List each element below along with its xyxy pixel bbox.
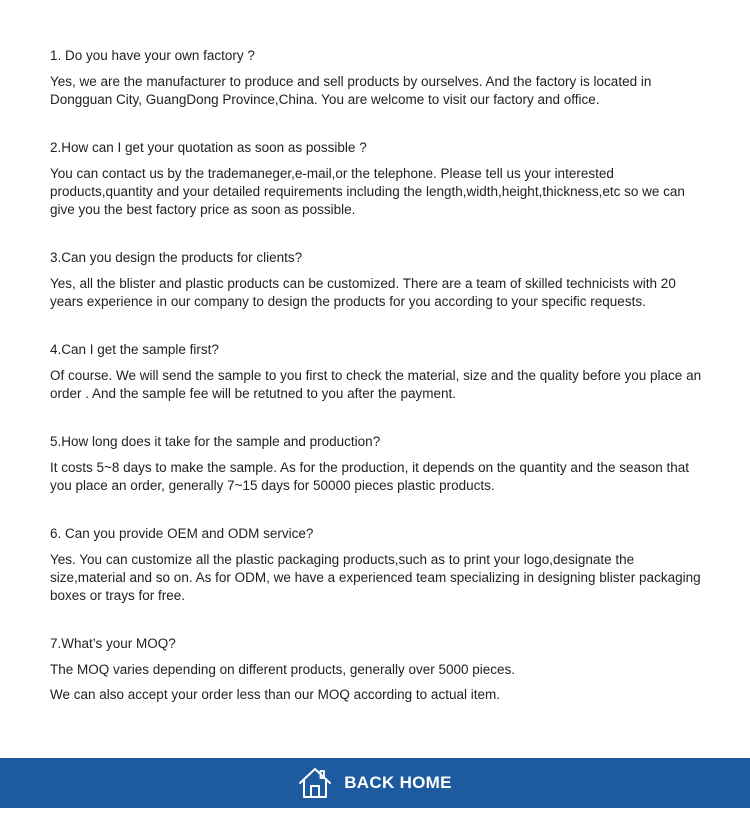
faq-item-2	[50, 139, 710, 219]
faq-question: 2.How can I get your quotation as soon as possible ?	[50, 140, 367, 155]
faq-answer: The MOQ varies depending on different products, generally over 5000 pieces.	[50, 662, 516, 677]
faq-item-5	[50, 433, 710, 495]
faq-item-1	[50, 47, 710, 109]
faq-answer: We can also accept your order less than our MOQ according to actual item.	[50, 687, 500, 702]
faq-answer: Yes, we are the manufacturer to produce and sell products by ourselves. And the factory is located in Dongguan City, GuangDong Province,China. You are welcome to visit our factory and office.	[50, 74, 652, 107]
home-icon	[298, 766, 332, 800]
back-home-label: BACK HOME	[344, 773, 452, 792]
faq-question: 7.What’s your MOQ?	[50, 636, 176, 651]
faq-question: 3.Can you design the products for clients?	[50, 250, 303, 265]
faq-item-6	[50, 525, 710, 605]
faq-question: 5.How long does it take for the sample and production?	[50, 434, 381, 449]
faq-answer: Of course. We will send the sample to you first to check the material, size and the quality before you place an order . And the sample fee will be retutned to you after the payment.	[50, 368, 702, 401]
faq-item-3	[50, 249, 710, 311]
faq-list	[50, 47, 710, 734]
faq-question: 4.Can I get the sample first?	[50, 342, 219, 357]
faq-question: 1. Do you have your own factory ?	[50, 48, 255, 63]
back-home-button[interactable]	[0, 758, 750, 808]
faq-answer: It costs 5~8 days to make the sample. As for the production, it depends on the quantity and the season that you place an order, generally 7~15 days for 50000 pieces plastic products.	[50, 460, 690, 493]
faq-question: 6. Can you provide OEM and ODM service?	[50, 526, 314, 541]
faq-item-4	[50, 341, 710, 403]
faq-answer: Yes. You can customize all the plastic packaging products,such as to print your logo,designate the size,material and so on. As for ODM, we have a experienced team specializing in designing blister packaging boxes or trays for free.	[50, 552, 701, 603]
faq-item-7	[50, 635, 710, 704]
faq-answer: You can contact us by the trademaneger,e-mail,or the telephone. Please tell us your interested products,quantity and your detailed requirements including the length,width,height,thickness,etc so we can give you the best factory price as soon as possible.	[50, 166, 685, 217]
faq-answer: Yes, all the blister and plastic products can be customized. There are a team of skilled technicists with 20 years experience in our company to design the products for you according to your specific requests.	[50, 276, 676, 309]
